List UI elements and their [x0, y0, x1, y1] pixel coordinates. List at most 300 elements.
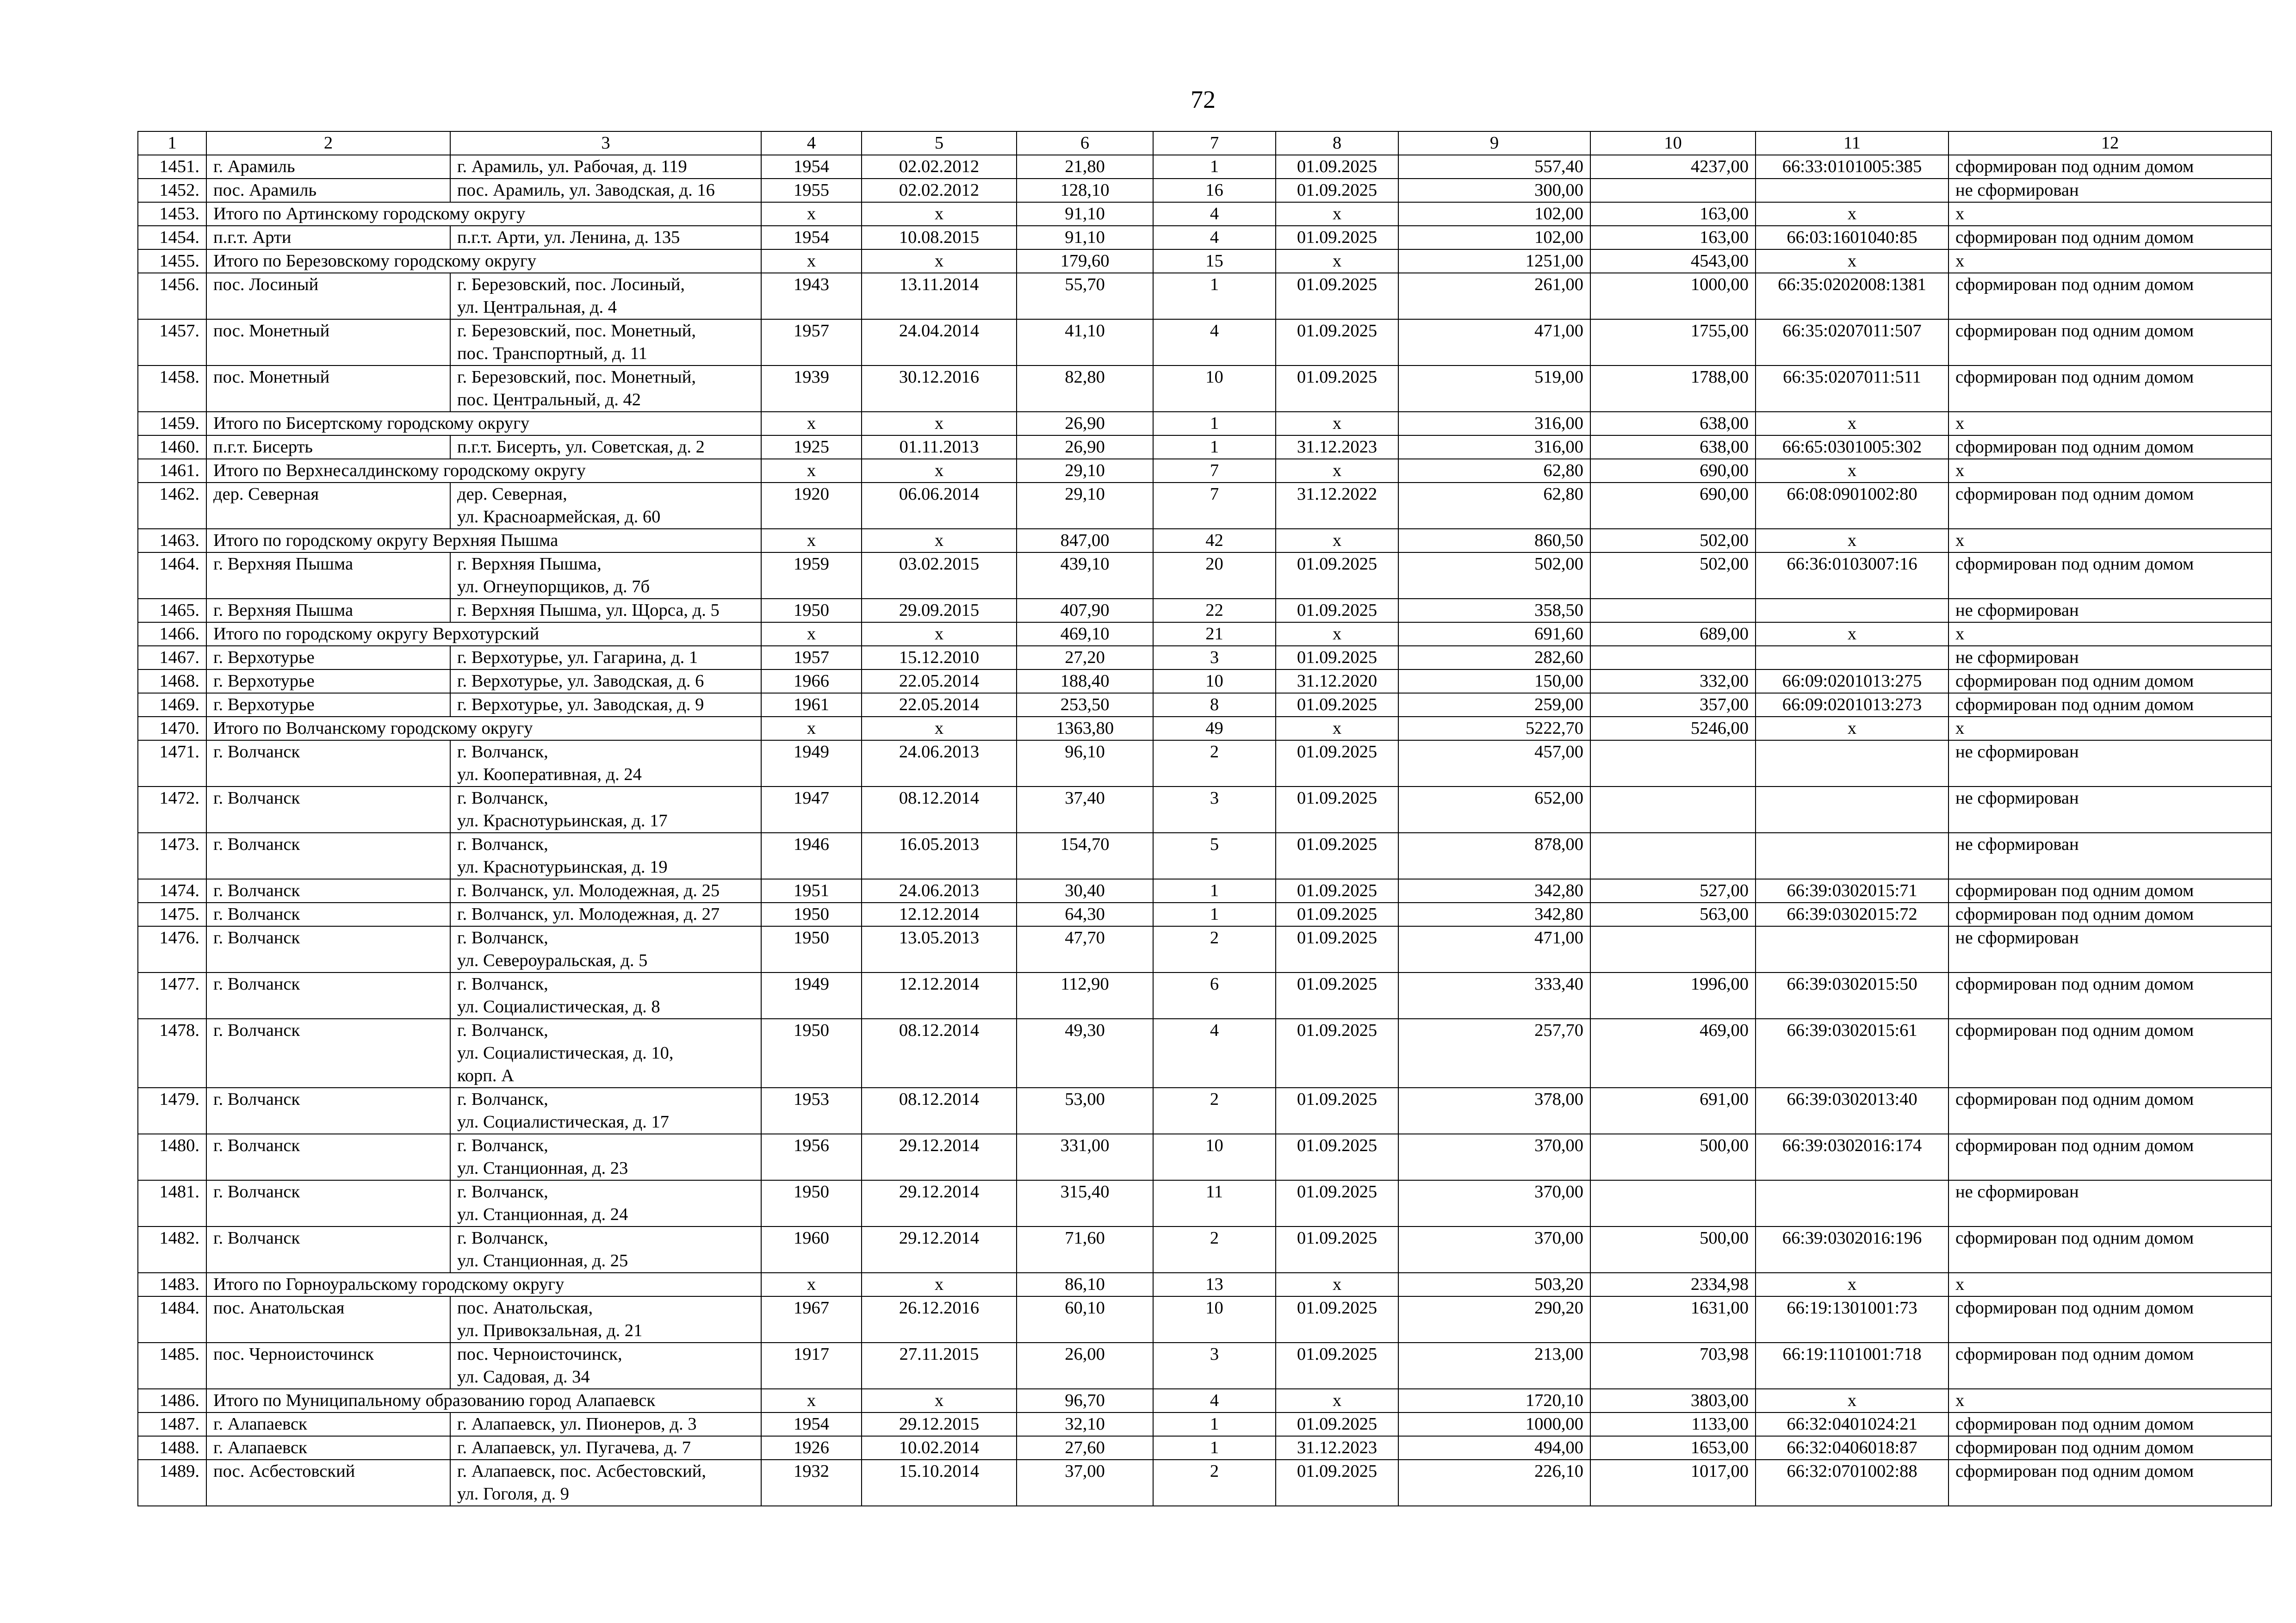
- address: г. Волчанск, ул. Станционная, д. 25: [450, 1227, 761, 1273]
- land-plot-status: не сформирован: [1948, 740, 2271, 787]
- area: 847,00: [1017, 529, 1153, 552]
- date-recognized: 13.05.2013: [862, 926, 1017, 973]
- residents: 4: [1153, 319, 1276, 365]
- row-number: 1454.: [138, 226, 206, 249]
- settlement: пос. Монетный: [206, 365, 450, 412]
- relocation-deadline: x: [1276, 717, 1398, 740]
- settlement: пос. Монетный: [206, 319, 450, 365]
- cadastral-number: 66:39:0302015:72: [1756, 903, 1948, 926]
- area: 86,10: [1017, 1273, 1153, 1296]
- land-area: 370,00: [1398, 1180, 1590, 1227]
- area: 315,40: [1017, 1180, 1153, 1227]
- relocation-deadline: 01.09.2025: [1276, 365, 1398, 412]
- area: 49,30: [1017, 1019, 1153, 1088]
- relocation-deadline: 01.09.2025: [1276, 879, 1398, 903]
- residents: 10: [1153, 365, 1276, 412]
- residents: 4: [1153, 1019, 1276, 1088]
- relocation-deadline: 01.09.2025: [1276, 1343, 1398, 1389]
- table-row: [138, 1227, 2271, 1273]
- relocation-deadline: 01.09.2025: [1276, 1019, 1398, 1088]
- year-built: 1917: [761, 1343, 862, 1389]
- date-recognized: x: [862, 1273, 1017, 1296]
- settlement: г. Волчанск: [206, 1134, 450, 1180]
- land-area: 370,00: [1398, 1134, 1590, 1180]
- row-number: 1473.: [138, 833, 206, 879]
- column-header-7: 7: [1153, 131, 1276, 155]
- date-recognized: 15.12.2010: [862, 646, 1017, 669]
- table-row: [138, 646, 2271, 669]
- row-number: 1482.: [138, 1227, 206, 1273]
- land-area: 150,00: [1398, 669, 1590, 693]
- cadastral-number: 66:65:0301005:302: [1756, 435, 1948, 459]
- year-built: 1943: [761, 273, 862, 319]
- cadastral-number: 66:35:0207011:511: [1756, 365, 1948, 412]
- table-row: [138, 787, 2271, 833]
- row-number: 1453.: [138, 202, 206, 226]
- land-plot-status: x: [1948, 249, 2271, 273]
- year-built: x: [761, 529, 862, 552]
- land-plot-status: сформирован под одним домом: [1948, 1343, 2271, 1389]
- cadastral-number: 66:19:1301001:73: [1756, 1296, 1948, 1343]
- date-recognized: 10.02.2014: [862, 1436, 1017, 1460]
- cadastral-number: [1756, 740, 1948, 787]
- address: пос. Анатольская, ул. Привокзальная, д. 21: [450, 1296, 761, 1343]
- land-plot-status: не сформирован: [1948, 599, 2271, 622]
- land-area: 290,20: [1398, 1296, 1590, 1343]
- land-area: 282,60: [1398, 646, 1590, 669]
- date-recognized: 01.11.2013: [862, 435, 1017, 459]
- subtotal-label: Итого по Артинскому городскому округу: [206, 202, 761, 226]
- row-number: 1470.: [138, 717, 206, 740]
- cadastral-number: x: [1756, 1389, 1948, 1412]
- year-built: 1956: [761, 1134, 862, 1180]
- cadastral-value: 163,00: [1590, 202, 1756, 226]
- land-plot-status: не сформирован: [1948, 646, 2271, 669]
- cadastral-number: 66:39:0302015:50: [1756, 973, 1948, 1019]
- address: г. Верхняя Пышма, ул. Огнеупорщиков, д. 7б: [450, 552, 761, 599]
- land-area: 358,50: [1398, 599, 1590, 622]
- date-recognized: 29.12.2015: [862, 1412, 1017, 1436]
- relocation-deadline: 01.09.2025: [1276, 552, 1398, 599]
- year-built: 1967: [761, 1296, 862, 1343]
- year-built: 1954: [761, 226, 862, 249]
- land-area: 342,80: [1398, 903, 1590, 926]
- land-plot-status: сформирован под одним домом: [1948, 1227, 2271, 1273]
- address: г. Верхняя Пышма, ул. Щорса, д. 5: [450, 599, 761, 622]
- land-plot-status: сформирован под одним домом: [1948, 669, 2271, 693]
- date-recognized: 29.12.2014: [862, 1227, 1017, 1273]
- land-plot-status: x: [1948, 1273, 2271, 1296]
- date-recognized: 24.06.2013: [862, 740, 1017, 787]
- table-row: [138, 879, 2271, 903]
- settlement: г. Волчанск: [206, 740, 450, 787]
- residents: 11: [1153, 1180, 1276, 1227]
- settlement: г. Волчанск: [206, 833, 450, 879]
- year-built: 1959: [761, 552, 862, 599]
- subtotal-row: [138, 459, 2271, 483]
- row-number: 1457.: [138, 319, 206, 365]
- relocation-deadline: 31.12.2022: [1276, 483, 1398, 529]
- cadastral-value: 4543,00: [1590, 249, 1756, 273]
- residents: 1: [1153, 412, 1276, 435]
- row-number: 1480.: [138, 1134, 206, 1180]
- subtotal-label: Итого по Горноуральскому городскому округу: [206, 1273, 761, 1296]
- land-area: 102,00: [1398, 226, 1590, 249]
- settlement: пос. Асбестовский: [206, 1460, 450, 1506]
- relocation-deadline: 01.09.2025: [1276, 903, 1398, 926]
- relocation-deadline: x: [1276, 249, 1398, 273]
- address: пос. Черноисточинск, ул. Садовая, д. 34: [450, 1343, 761, 1389]
- row-number: 1474.: [138, 879, 206, 903]
- year-built: 1954: [761, 155, 862, 179]
- relocation-deadline: 01.09.2025: [1276, 693, 1398, 717]
- address: г. Волчанск, ул. Социалистическая, д. 8: [450, 973, 761, 1019]
- year-built: x: [761, 1273, 862, 1296]
- area: 407,90: [1017, 599, 1153, 622]
- year-built: 1946: [761, 833, 862, 879]
- address: г. Волчанск, ул. Станционная, д. 24: [450, 1180, 761, 1227]
- subtotal-label: Итого по Верхнесалдинскому городскому округу: [206, 459, 761, 483]
- area: 47,70: [1017, 926, 1153, 973]
- cadastral-number: 66:39:0302015:71: [1756, 879, 1948, 903]
- year-built: 1960: [761, 1227, 862, 1273]
- address: г. Верхотурье, ул. Заводская, д. 6: [450, 669, 761, 693]
- cadastral-value: [1590, 599, 1756, 622]
- cadastral-value: [1590, 787, 1756, 833]
- land-plot-status: не сформирован: [1948, 926, 2271, 973]
- table-row: [138, 1134, 2271, 1180]
- cadastral-value: 1996,00: [1590, 973, 1756, 1019]
- land-plot-status: не сформирован: [1948, 787, 2271, 833]
- residents: 49: [1153, 717, 1276, 740]
- land-area: 257,70: [1398, 1019, 1590, 1088]
- cadastral-value: 357,00: [1590, 693, 1756, 717]
- date-recognized: 08.12.2014: [862, 1088, 1017, 1134]
- row-number: 1455.: [138, 249, 206, 273]
- area: 53,00: [1017, 1088, 1153, 1134]
- date-recognized: x: [862, 249, 1017, 273]
- land-plot-status: x: [1948, 202, 2271, 226]
- year-built: 1932: [761, 1460, 862, 1506]
- cadastral-value: 689,00: [1590, 622, 1756, 646]
- area: 32,10: [1017, 1412, 1153, 1436]
- row-number: 1476.: [138, 926, 206, 973]
- residents: 10: [1153, 669, 1276, 693]
- address: г. Волчанск, ул. Североуральская, д. 5: [450, 926, 761, 973]
- land-area: 457,00: [1398, 740, 1590, 787]
- column-header-6: 6: [1017, 131, 1153, 155]
- row-number: 1461.: [138, 459, 206, 483]
- land-area: 471,00: [1398, 319, 1590, 365]
- cadastral-number: [1756, 833, 1948, 879]
- land-plot-status: сформирован под одним домом: [1948, 273, 2271, 319]
- land-area: 1251,00: [1398, 249, 1590, 273]
- cadastral-number: 66:35:0207011:507: [1756, 319, 1948, 365]
- table-row: [138, 693, 2271, 717]
- relocation-deadline: 01.09.2025: [1276, 833, 1398, 879]
- date-recognized: x: [862, 459, 1017, 483]
- residents: 2: [1153, 926, 1276, 973]
- housing-register-table: [137, 131, 2272, 1506]
- relocation-deadline: 01.09.2025: [1276, 1412, 1398, 1436]
- cadastral-number: 66:32:0406018:87: [1756, 1436, 1948, 1460]
- year-built: 1925: [761, 435, 862, 459]
- land-area: 878,00: [1398, 833, 1590, 879]
- land-plot-status: x: [1948, 529, 2271, 552]
- land-plot-status: сформирован под одним домом: [1948, 435, 2271, 459]
- address: г. Алапаевск, пос. Асбестовский, ул. Гоголя, д. 9: [450, 1460, 761, 1506]
- row-number: 1462.: [138, 483, 206, 529]
- settlement: г. Волчанск: [206, 1088, 450, 1134]
- table-row: [138, 1088, 2271, 1134]
- land-plot-status: сформирован под одним домом: [1948, 1296, 2271, 1343]
- residents: 1: [1153, 273, 1276, 319]
- date-recognized: 13.11.2014: [862, 273, 1017, 319]
- cadastral-value: [1590, 926, 1756, 973]
- cadastral-number: 66:39:0302013:40: [1756, 1088, 1948, 1134]
- cadastral-number: x: [1756, 529, 1948, 552]
- row-number: 1452.: [138, 179, 206, 202]
- cadastral-number: [1756, 179, 1948, 202]
- settlement: г. Верхотурье: [206, 669, 450, 693]
- settlement: г. Верхняя Пышма: [206, 552, 450, 599]
- cadastral-value: 690,00: [1590, 459, 1756, 483]
- table-row: [138, 273, 2271, 319]
- year-built: x: [761, 717, 862, 740]
- residents: 1: [1153, 1436, 1276, 1460]
- row-number: 1460.: [138, 435, 206, 459]
- settlement: пос. Черноисточинск: [206, 1343, 450, 1389]
- date-recognized: 29.12.2014: [862, 1134, 1017, 1180]
- residents: 21: [1153, 622, 1276, 646]
- subtotal-row: [138, 622, 2271, 646]
- cadastral-number: 66:33:0101005:385: [1756, 155, 1948, 179]
- area: 27,60: [1017, 1436, 1153, 1460]
- cadastral-number: 66:36:0103007:16: [1756, 552, 1948, 599]
- table-row: [138, 903, 2271, 926]
- table-row: [138, 483, 2271, 529]
- cadastral-value: 691,00: [1590, 1088, 1756, 1134]
- residents: 15: [1153, 249, 1276, 273]
- area: 71,60: [1017, 1227, 1153, 1273]
- cadastral-number: 66:35:0202008:1381: [1756, 273, 1948, 319]
- cadastral-value: [1590, 740, 1756, 787]
- settlement: г. Волчанск: [206, 787, 450, 833]
- date-recognized: 10.08.2015: [862, 226, 1017, 249]
- cadastral-value: 527,00: [1590, 879, 1756, 903]
- row-number: 1469.: [138, 693, 206, 717]
- row-number: 1468.: [138, 669, 206, 693]
- cadastral-number: [1756, 599, 1948, 622]
- cadastral-value: 1133,00: [1590, 1412, 1756, 1436]
- land-plot-status: сформирован под одним домом: [1948, 155, 2271, 179]
- address: пос. Арамиль, ул. Заводская, д. 16: [450, 179, 761, 202]
- subtotal-row: [138, 249, 2271, 273]
- residents: 4: [1153, 202, 1276, 226]
- row-number: 1485.: [138, 1343, 206, 1389]
- area: 41,10: [1017, 319, 1153, 365]
- row-number: 1478.: [138, 1019, 206, 1088]
- year-built: x: [761, 1389, 862, 1412]
- year-built: 1947: [761, 787, 862, 833]
- table-row: [138, 319, 2271, 365]
- year-built: 1957: [761, 319, 862, 365]
- year-built: 1950: [761, 1019, 862, 1088]
- cadastral-value: 2334,98: [1590, 1273, 1756, 1296]
- land-area: 1000,00: [1398, 1412, 1590, 1436]
- settlement: г. Верхотурье: [206, 693, 450, 717]
- relocation-deadline: 01.09.2025: [1276, 599, 1398, 622]
- relocation-deadline: 01.09.2025: [1276, 273, 1398, 319]
- subtotal-label: Итого по Березовскому городскому округу: [206, 249, 761, 273]
- row-number: 1481.: [138, 1180, 206, 1227]
- area: 27,20: [1017, 646, 1153, 669]
- cadastral-value: 690,00: [1590, 483, 1756, 529]
- row-number: 1472.: [138, 787, 206, 833]
- relocation-deadline: 01.09.2025: [1276, 1227, 1398, 1273]
- residents: 1: [1153, 903, 1276, 926]
- year-built: 1950: [761, 903, 862, 926]
- residents: 1: [1153, 1412, 1276, 1436]
- relocation-deadline: x: [1276, 1389, 1398, 1412]
- year-built: 1951: [761, 879, 862, 903]
- year-built: 1950: [761, 926, 862, 973]
- address: г. Волчанск, ул. Молодежная, д. 25: [450, 879, 761, 903]
- date-recognized: x: [862, 529, 1017, 552]
- area: 64,30: [1017, 903, 1153, 926]
- address: г. Алапаевск, ул. Пугачева, д. 7: [450, 1436, 761, 1460]
- date-recognized: 24.04.2014: [862, 319, 1017, 365]
- cadastral-value: 500,00: [1590, 1134, 1756, 1180]
- cadastral-number: x: [1756, 622, 1948, 646]
- area: 91,10: [1017, 202, 1153, 226]
- year-built: x: [761, 412, 862, 435]
- date-recognized: 29.12.2014: [862, 1180, 1017, 1227]
- address: г. Волчанск, ул. Социалистическая, д. 17: [450, 1088, 761, 1134]
- row-number: 1463.: [138, 529, 206, 552]
- land-area: 519,00: [1398, 365, 1590, 412]
- cadastral-number: [1756, 1180, 1948, 1227]
- table-row: [138, 599, 2271, 622]
- year-built: 1954: [761, 1412, 862, 1436]
- cadastral-value: 563,00: [1590, 903, 1756, 926]
- date-recognized: 24.06.2013: [862, 879, 1017, 903]
- land-area: 213,00: [1398, 1343, 1590, 1389]
- residents: 22: [1153, 599, 1276, 622]
- relocation-deadline: 01.09.2025: [1276, 319, 1398, 365]
- land-area: 316,00: [1398, 435, 1590, 459]
- table-row: [138, 1296, 2271, 1343]
- subtotal-row: [138, 412, 2271, 435]
- cadastral-number: 66:19:1101001:718: [1756, 1343, 1948, 1389]
- area: 37,00: [1017, 1460, 1153, 1506]
- address: г. Березовский, пос. Монетный, пос. Транспортный, д. 11: [450, 319, 761, 365]
- cadastral-value: 1653,00: [1590, 1436, 1756, 1460]
- settlement: дер. Северная: [206, 483, 450, 529]
- table-row: [138, 155, 2271, 179]
- subtotal-row: [138, 1389, 2271, 1412]
- settlement: г. Алапаевск: [206, 1436, 450, 1460]
- land-plot-status: сформирован под одним домом: [1948, 1436, 2271, 1460]
- cadastral-value: 1017,00: [1590, 1460, 1756, 1506]
- row-number: 1467.: [138, 646, 206, 669]
- date-recognized: 06.06.2014: [862, 483, 1017, 529]
- land-plot-status: не сформирован: [1948, 833, 2271, 879]
- year-built: 1950: [761, 599, 862, 622]
- land-plot-status: x: [1948, 459, 2271, 483]
- area: 469,10: [1017, 622, 1153, 646]
- area: 26,90: [1017, 412, 1153, 435]
- date-recognized: 29.09.2015: [862, 599, 1017, 622]
- date-recognized: 26.12.2016: [862, 1296, 1017, 1343]
- land-plot-status: сформирован под одним домом: [1948, 903, 2271, 926]
- column-header-8: 8: [1276, 131, 1398, 155]
- page-number: 72: [1191, 86, 1216, 113]
- cadastral-value: 1788,00: [1590, 365, 1756, 412]
- relocation-deadline: x: [1276, 412, 1398, 435]
- row-number: 1466.: [138, 622, 206, 646]
- row-number: 1451.: [138, 155, 206, 179]
- address: г. Березовский, пос. Лосиный, ул. Центральная, д. 4: [450, 273, 761, 319]
- settlement: пос. Лосиный: [206, 273, 450, 319]
- area: 30,40: [1017, 879, 1153, 903]
- subtotal-label: Итого по Волчанскому городскому округу: [206, 717, 761, 740]
- settlement: г. Верхняя Пышма: [206, 599, 450, 622]
- cadastral-value: 638,00: [1590, 412, 1756, 435]
- land-plot-status: сформирован под одним домом: [1948, 1134, 2271, 1180]
- date-recognized: 15.10.2014: [862, 1460, 1017, 1506]
- cadastral-value: [1590, 833, 1756, 879]
- relocation-deadline: 01.09.2025: [1276, 155, 1398, 179]
- residents: 1: [1153, 435, 1276, 459]
- land-plot-status: сформирован под одним домом: [1948, 1412, 2271, 1436]
- subtotal-label: Итого по Бисертскому городскому округу: [206, 412, 761, 435]
- residents: 16: [1153, 179, 1276, 202]
- relocation-deadline: 31.12.2023: [1276, 1436, 1398, 1460]
- land-plot-status: сформирован под одним домом: [1948, 483, 2271, 529]
- table-row: [138, 1180, 2271, 1227]
- table-row: [138, 1343, 2271, 1389]
- area: 37,40: [1017, 787, 1153, 833]
- address: г. Волчанск, ул. Краснотурьинская, д. 17: [450, 787, 761, 833]
- address: дер. Северная, ул. Красноармейская, д. 60: [450, 483, 761, 529]
- area: 29,10: [1017, 483, 1153, 529]
- land-area: 494,00: [1398, 1436, 1590, 1460]
- settlement: г. Алапаевск: [206, 1412, 450, 1436]
- address: г. Верхотурье, ул. Заводская, д. 9: [450, 693, 761, 717]
- address: г. Волчанск, ул. Кооперативная, д. 24: [450, 740, 761, 787]
- cadastral-number: x: [1756, 717, 1948, 740]
- table-row: [138, 973, 2271, 1019]
- residents: 42: [1153, 529, 1276, 552]
- year-built: x: [761, 249, 862, 273]
- settlement: г. Волчанск: [206, 1019, 450, 1088]
- row-number: 1486.: [138, 1389, 206, 1412]
- cadastral-number: 66:39:0302016:174: [1756, 1134, 1948, 1180]
- year-built: x: [761, 202, 862, 226]
- relocation-deadline: 01.09.2025: [1276, 226, 1398, 249]
- settlement: пос. Анатольская: [206, 1296, 450, 1343]
- area: 96,70: [1017, 1389, 1153, 1412]
- land-area: 300,00: [1398, 179, 1590, 202]
- relocation-deadline: 01.09.2025: [1276, 1296, 1398, 1343]
- land-plot-status: сформирован под одним домом: [1948, 365, 2271, 412]
- row-number: 1471.: [138, 740, 206, 787]
- table-row: [138, 740, 2271, 787]
- date-recognized: 27.11.2015: [862, 1343, 1017, 1389]
- cadastral-number: [1756, 787, 1948, 833]
- land-area: 62,80: [1398, 483, 1590, 529]
